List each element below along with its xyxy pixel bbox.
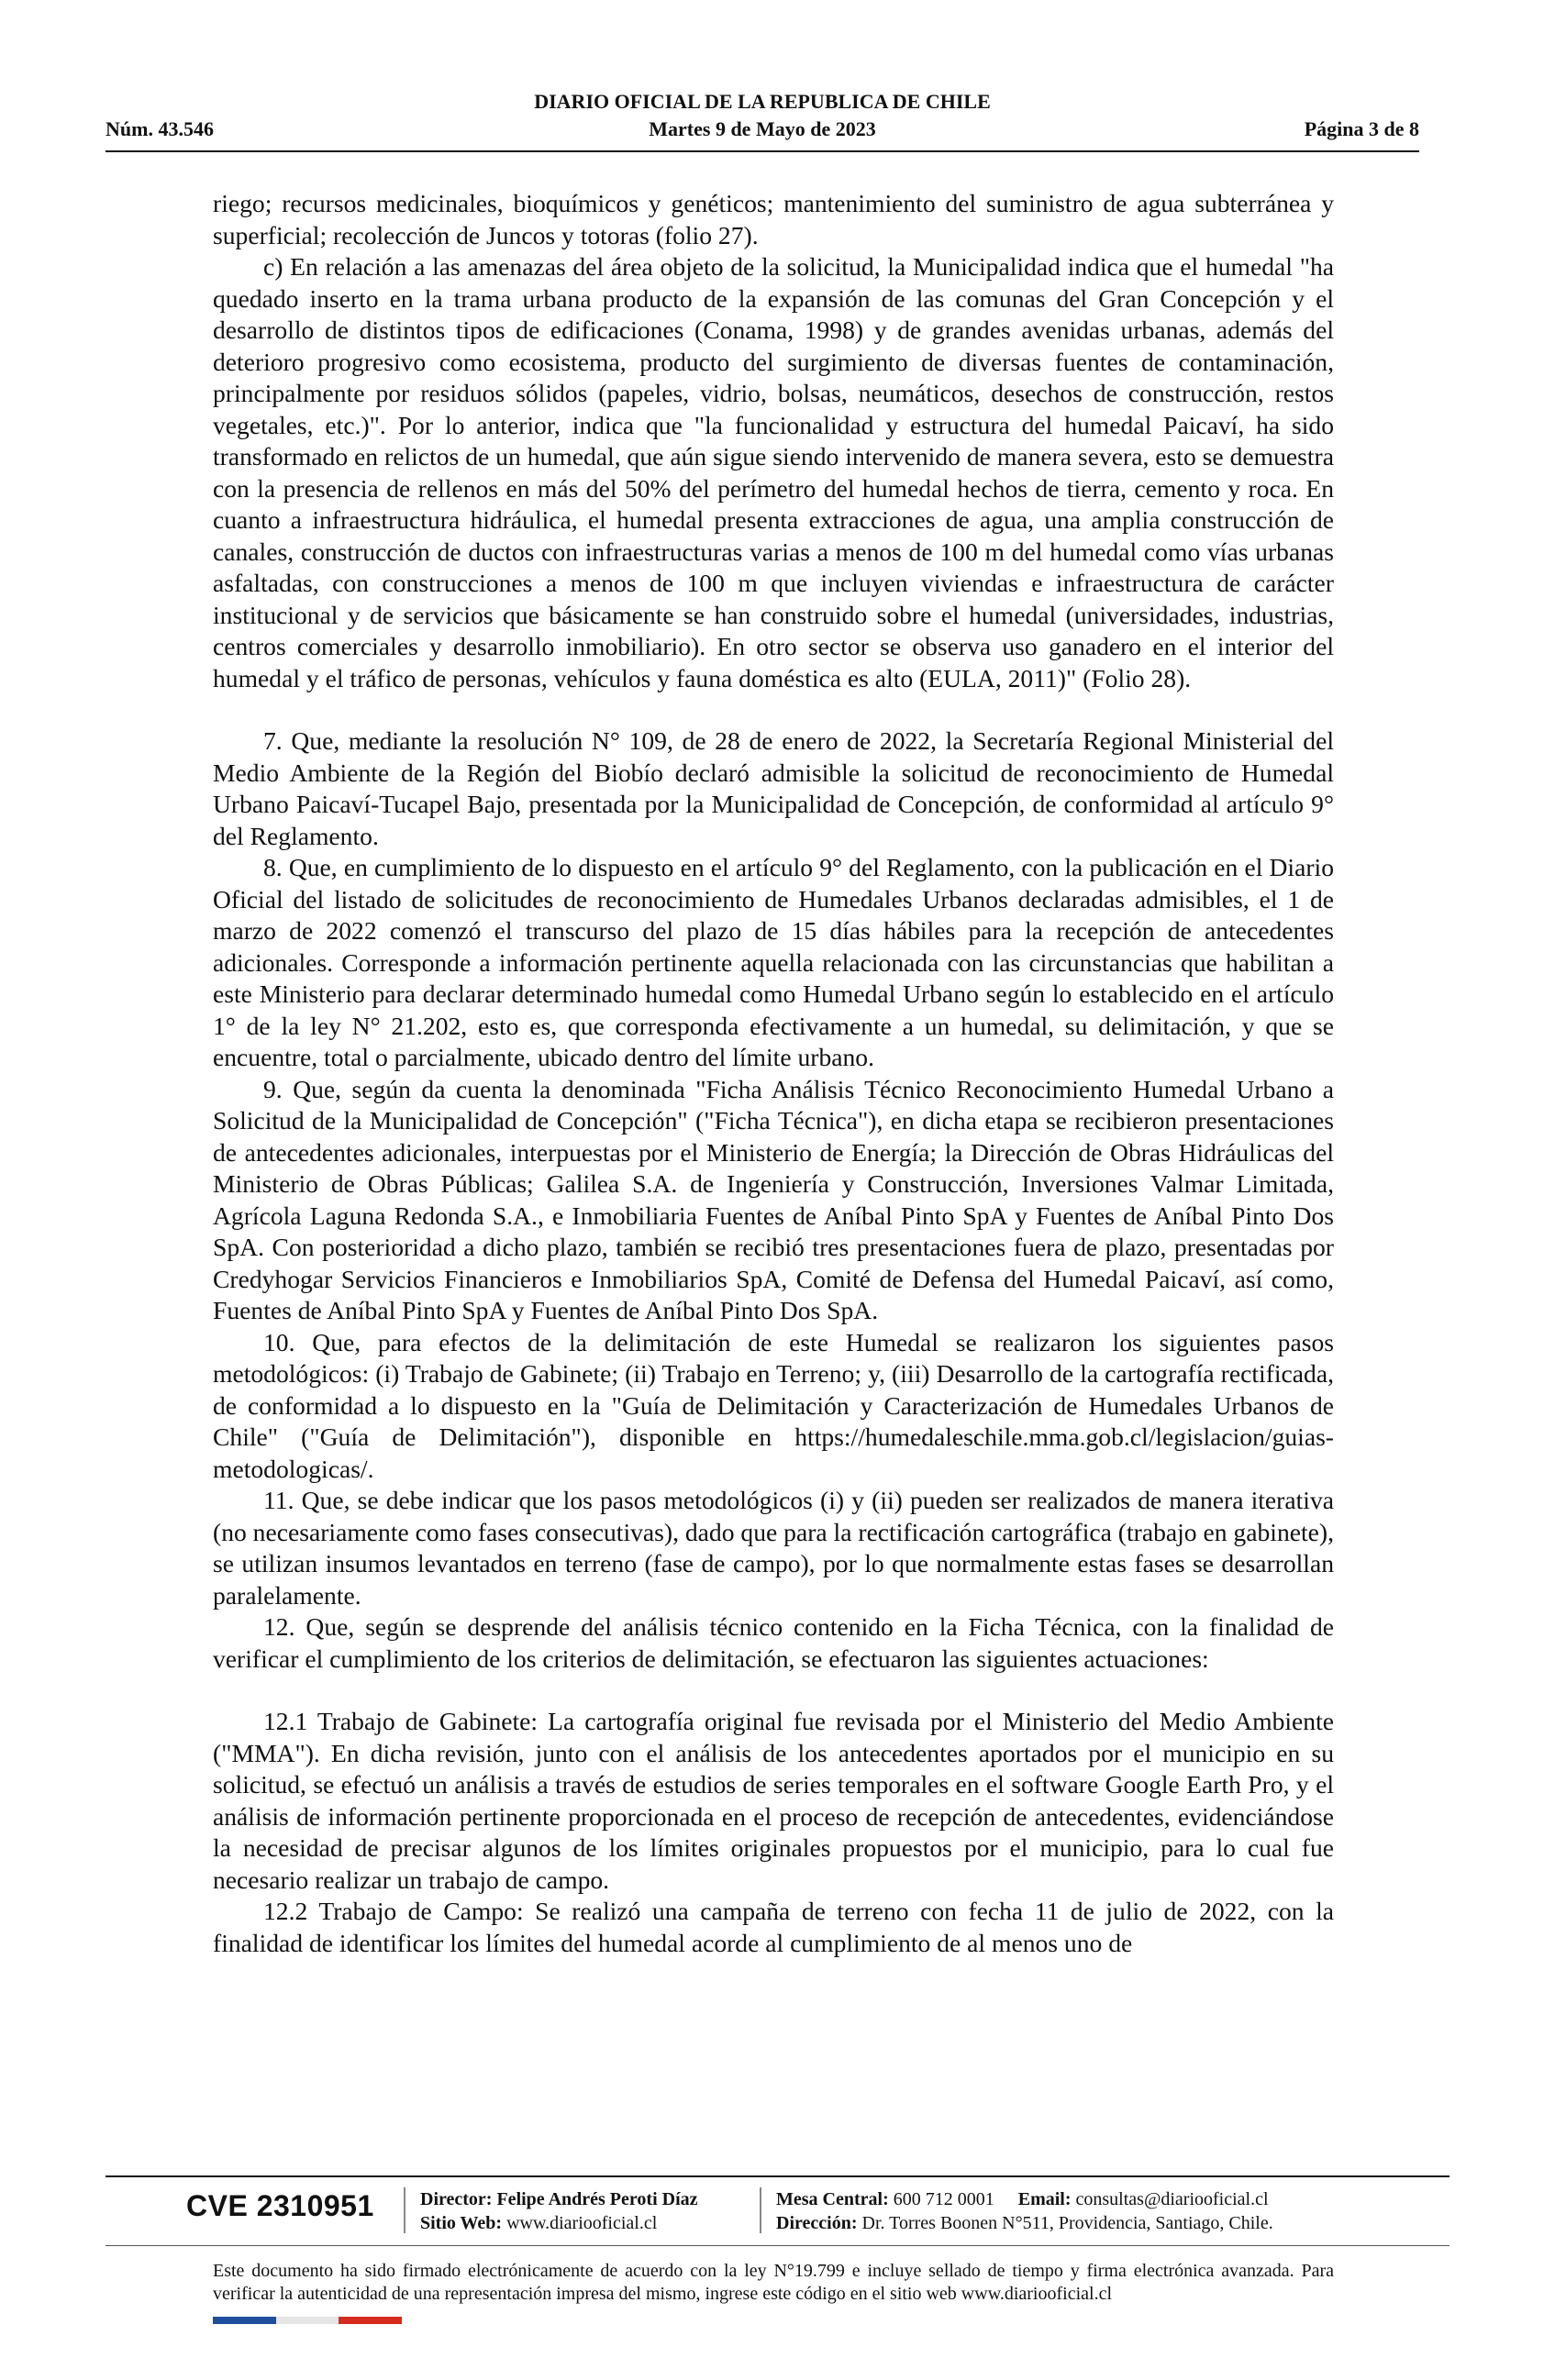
- footer-contact-block: [776, 2187, 1273, 2235]
- header-divider: [106, 150, 1419, 152]
- chile-flag-stripe: [213, 2317, 402, 2324]
- address-label: Dirección:: [776, 2213, 858, 2233]
- website-label: Sitio Web:: [420, 2213, 503, 2233]
- paragraph-12-1: 12.1 Trabajo de Gabinete: La cartografía original fue revisada por el Ministerio del Medio Ambiente ("MMA"). En dicha revisión, junto con el análisis de los antecedentes aportados por el municipio en su solicitud, se efectuó un análisis a través de estudios de series temporales en el software Google Earth Pro, y el análisis de información pertinente proporcionada en el proceso de recepción de antecedentes, evidenciándose la necesidad de precisar algunos de los límites originales propuestos por el municipio, para lo cual fue necesario realizar un trabajo de campo.: [213, 1707, 1334, 1894]
- flag-red-segment: [339, 2317, 402, 2324]
- paragraph-9: 9. Que, según da cuenta la denominada "Ficha Análisis Técnico Reconocimiento Humedal Urbano a Solicitud de la Municipalidad de Concepción" ("Ficha Técnica"), en dicha etapa se recibieron presentaciones de antecedentes adicionales, interpuestas por el Ministerio de Energía; la Dirección de Obras Hidráulicas del Ministerio de Obras Públicas; Galilea S.A. de Ingeniería y Construcción, Inversiones Valmar Limitada, Agrícola Laguna Redonda S.A., e Inmobiliaria Fuentes de Aníbal Pinto SpA y Fuentes de Aníbal Pinto Dos SpA. Con posterioridad a dicho plazo, también se recibió tres presentaciones fuera de plazo, presentadas por Credyhogar Servicios Financieros e Inmobiliarios SpA, Comité de Defensa del Humedal Paicaví, así como, Fuentes de Aníbal Pinto SpA y Fuentes de Aníbal Pinto Dos SpA.: [213, 1074, 1334, 1324]
- paragraph-8: 8. Que, en cumplimiento de lo dispuesto en el artículo 9° del Reglamento, con la publicación en el Diario Oficial del listado de solicitudes de reconocimiento de Humedales Urbanos declaradas admisibles, el 1 de marzo de 2022 comenzó el transcurso del plazo de 15 días hábiles para la recepción de antecedentes adicionales. Corresponde a información pertinente aquella relacionada con las circunstancias que habilitan a este Ministerio para declarar determinado humedal como Humedal Urbano según lo establecido en el artículo 1° de la ley N° 21.202, esto es, que corresponda efectivamente a un humedal, su delimitación, y que se encuentre, total o parcialmente, ubicado dentro del límite urbano.: [213, 853, 1334, 1071]
- email-link[interactable]: consultas@diariooficial.cl: [1075, 2189, 1269, 2209]
- footer-separator: [404, 2187, 405, 2233]
- paragraph-12-2: 12.2 Trabajo de Campo: Se realizó una campaña de terreno con fecha 11 de julio de 2022, con la finalidad de identificar los límites del humedal acorde al cumplimiento de al menos uno de: [213, 1897, 1334, 1957]
- paragraph-continuation: riego; recursos medicinales, bioquímicos y genéticos; mantenimiento del suministro de agua subterránea y superficial; recolección de Juncos y totoras (folio 27).: [213, 189, 1334, 249]
- footer-separator: [760, 2187, 761, 2233]
- footer-divider: [106, 2175, 1449, 2177]
- director-label: Director:: [420, 2189, 493, 2209]
- issue-number: Núm. 43.546: [106, 117, 214, 140]
- body-text: [213, 188, 1334, 1959]
- page-header: [106, 90, 1419, 147]
- website-link[interactable]: www.diariooficial.cl: [506, 2213, 658, 2233]
- gazette-title: DIARIO OFICIAL DE LA REPUBLICA DE CHILE: [534, 90, 991, 113]
- paragraph-10: 10. Que, para efectos de la delimitación de este Humedal se realizaron los siguientes pasos metodológicos: (i) Trabajo de Gabinete; (ii) Trabajo en Terreno; y, (iii) Desarrollo de la cartografía rectificada, de conformidad a lo dispuesto en la "Guía de Delimitación y Caracterización de Humedales Urbanos de Chile" ("Guía de Delimitación"), disponible en https://humedaleschile.mma.gob.cl/legislacion/guias-metodologicas/.: [213, 1327, 1334, 1483]
- cve-code: CVE 2310951: [186, 2189, 374, 2222]
- page-footer: [106, 2187, 1449, 2242]
- director-name: Felipe Andrés Peroti Díaz: [496, 2189, 698, 2209]
- footer-divider-secondary: [106, 2245, 1449, 2246]
- footer-director-block: [420, 2187, 698, 2235]
- paragraph-12: 12. Que, según se desprende del análisis técnico contenido en la Ficha Técnica, con la finalidad de verificar el cumplimiento de los criterios de delimitación, se efectuaron las siguientes actuaciones:: [213, 1612, 1334, 1673]
- issue-date: Martes 9 de Mayo de 2023: [649, 117, 876, 140]
- page-indicator: Página 3 de 8: [1304, 117, 1419, 140]
- flag-white-segment: [276, 2317, 339, 2324]
- signature-disclaimer: Este documento ha sido firmado electrónicamente de acuerdo con la ley N°19.799 e incluye sellado de tiempo y firma electrónica avanzada. Para verificar la autenticidad de una representación impresa del mismo, ingrese este código en el sitio web www.diariooficial.cl: [213, 2261, 1334, 2304]
- paragraph-c-threats: c) En relación a las amenazas del área objeto de la solicitud, la Municipalidad indica que el humedal "ha quedado inserto en la trama urbana producto de la expansión de las comunas del Gran Concepción y el desarrollo de distintos tipos de edificaciones (Conama, 1998) y de grandes avenidas urbanas, además del deterioro progresivo como ecosistema, producto del surgimiento de diversas fuentes de contaminación, principalmente por residuos sólidos (papeles, vidrio, bolsas, neumáticos, desechos de construcción, restos vegetales, etc.)". Por lo anterior, indica que "la funcionalidad y estructura del humedal Paicaví, ha sido transformado en relictos de un humedal, que aún sigue siendo intervenido de manera severa, esto se demuestra con la presencia de rellenos en más del 50% del perímetro del humedal hechos de tierra, cemento y roca. En cuanto a infraestructura hidráulica, el humedal presenta extracciones de agua, una amplia construcción de canales, construcción de ductos con infraestructuras varias a menos de 100 m del humedal como vías urbanas asfaltadas, con construcciones a menos de 100 m que incluyen viviendas e infraestructura de carácter institucional y de servicios que básicamente se han construido sobre el humedal (universidades, industrias, centros comerciales y desarrollo inmobiliario). En otro sector se observa uso ganadero en el interior del humedal y el tráfico de personas, vehículos y fauna doméstica es alto (EULA, 2011)" (Folio 28).: [213, 252, 1334, 692]
- flag-blue-segment: [213, 2317, 276, 2324]
- email-label: Email:: [1017, 2189, 1072, 2209]
- paragraph-11: 11. Que, se debe indicar que los pasos metodológicos (i) y (ii) pueden ser realizados de manera iterativa (no necesariamente como fases consecutivas), dado que para la rectificación cartográfica (trabajo en gabinete), se utilizan insumos levantados en terreno (fase de campo), por lo que normalmente estas fases se desarrollan paralelamente.: [213, 1486, 1334, 1610]
- address-value: Dr. Torres Boonen N°511, Providencia, Santiago, Chile.: [861, 2213, 1273, 2233]
- mesa-phone: 600 712 0001: [893, 2189, 994, 2209]
- mesa-label: Mesa Central:: [776, 2189, 889, 2209]
- paragraph-7: 7. Que, mediante la resolución N° 109, de 28 de enero de 2022, la Secretaría Regional Ministerial del Medio Ambiente de la Región del Biobío declaró admisible la solicitud de reconocimiento de Humedal Urbano Paicaví-Tucapel Bajo, presentada por la Municipalidad de Concepción, de conformidad al artículo 9° del Reglamento.: [213, 726, 1334, 850]
